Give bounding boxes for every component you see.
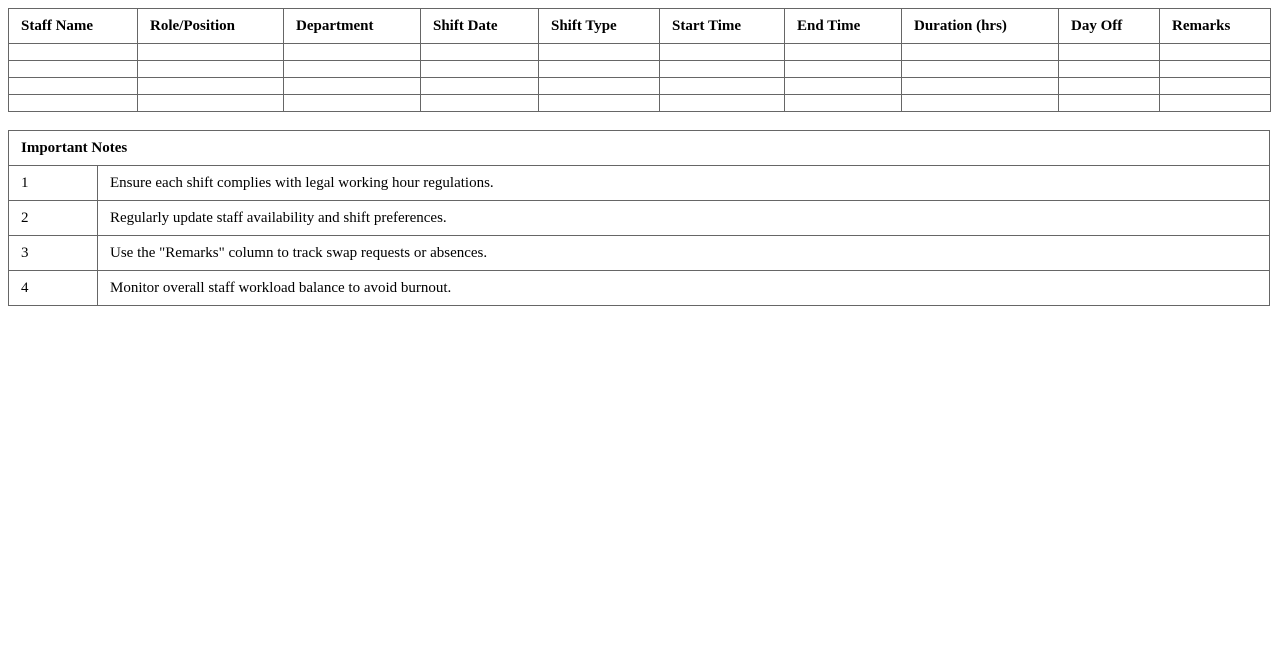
table-cell[interactable] <box>284 78 421 95</box>
table-cell[interactable] <box>1160 44 1271 61</box>
table-cell[interactable] <box>284 61 421 78</box>
table-row <box>9 61 1271 78</box>
table-cell[interactable] <box>660 95 785 112</box>
table-cell[interactable] <box>539 44 660 61</box>
header-shift-type: Shift Type <box>539 9 660 44</box>
header-role-position: Role/Position <box>138 9 284 44</box>
table-cell[interactable] <box>785 44 902 61</box>
table-cell[interactable] <box>138 61 284 78</box>
header-department: Department <box>284 9 421 44</box>
note-number: 4 <box>9 271 98 306</box>
table-cell[interactable] <box>785 78 902 95</box>
note-text: Use the "Remarks" column to track swap requests or absences. <box>98 236 1270 271</box>
table-cell[interactable] <box>284 44 421 61</box>
note-number: 1 <box>9 166 98 201</box>
table-cell[interactable] <box>9 95 138 112</box>
header-start-time: Start Time <box>660 9 785 44</box>
table-cell[interactable] <box>785 61 902 78</box>
shift-schedule-table <box>8 8 1271 112</box>
table-cell[interactable] <box>138 78 284 95</box>
table-cell[interactable] <box>9 61 138 78</box>
header-remarks: Remarks <box>1160 9 1271 44</box>
table-cell[interactable] <box>1160 61 1271 78</box>
table-cell[interactable] <box>660 44 785 61</box>
table-cell[interactable] <box>660 78 785 95</box>
header-end-time: End Time <box>785 9 902 44</box>
note-text: Monitor overall staff workload balance to avoid burnout. <box>98 271 1270 306</box>
table-cell[interactable] <box>421 78 539 95</box>
table-cell[interactable] <box>138 44 284 61</box>
note-row <box>9 271 1270 306</box>
note-number: 2 <box>9 201 98 236</box>
table-row <box>9 95 1271 112</box>
table-row <box>9 78 1271 95</box>
table-cell[interactable] <box>902 78 1059 95</box>
table-cell[interactable] <box>284 95 421 112</box>
table-cell[interactable] <box>1059 61 1160 78</box>
table-cell[interactable] <box>902 95 1059 112</box>
table-cell[interactable] <box>9 78 138 95</box>
note-row <box>9 201 1270 236</box>
table-cell[interactable] <box>1160 78 1271 95</box>
table-cell[interactable] <box>421 61 539 78</box>
table-cell[interactable] <box>539 78 660 95</box>
header-day-off: Day Off <box>1059 9 1160 44</box>
header-staff-name: Staff Name <box>9 9 138 44</box>
table-cell[interactable] <box>9 44 138 61</box>
note-row <box>9 236 1270 271</box>
note-row <box>9 166 1270 201</box>
table-cell[interactable] <box>539 95 660 112</box>
table-cell[interactable] <box>1160 95 1271 112</box>
table-header-row <box>9 9 1271 44</box>
header-shift-date: Shift Date <box>421 9 539 44</box>
table-cell[interactable] <box>1059 95 1160 112</box>
note-number: 3 <box>9 236 98 271</box>
important-notes-table <box>8 130 1270 306</box>
table-cell[interactable] <box>902 44 1059 61</box>
note-text: Ensure each shift complies with legal working hour regulations. <box>98 166 1270 201</box>
table-row <box>9 44 1271 61</box>
table-cell[interactable] <box>785 95 902 112</box>
notes-title: Important Notes <box>9 131 1270 166</box>
table-cell[interactable] <box>1059 44 1160 61</box>
table-cell[interactable] <box>421 44 539 61</box>
header-duration: Duration (hrs) <box>902 9 1059 44</box>
table-cell[interactable] <box>902 61 1059 78</box>
table-cell[interactable] <box>539 61 660 78</box>
table-cell[interactable] <box>421 95 539 112</box>
table-cell[interactable] <box>138 95 284 112</box>
note-text: Regularly update staff availability and shift preferences. <box>98 201 1270 236</box>
table-cell[interactable] <box>1059 78 1160 95</box>
table-cell[interactable] <box>660 61 785 78</box>
